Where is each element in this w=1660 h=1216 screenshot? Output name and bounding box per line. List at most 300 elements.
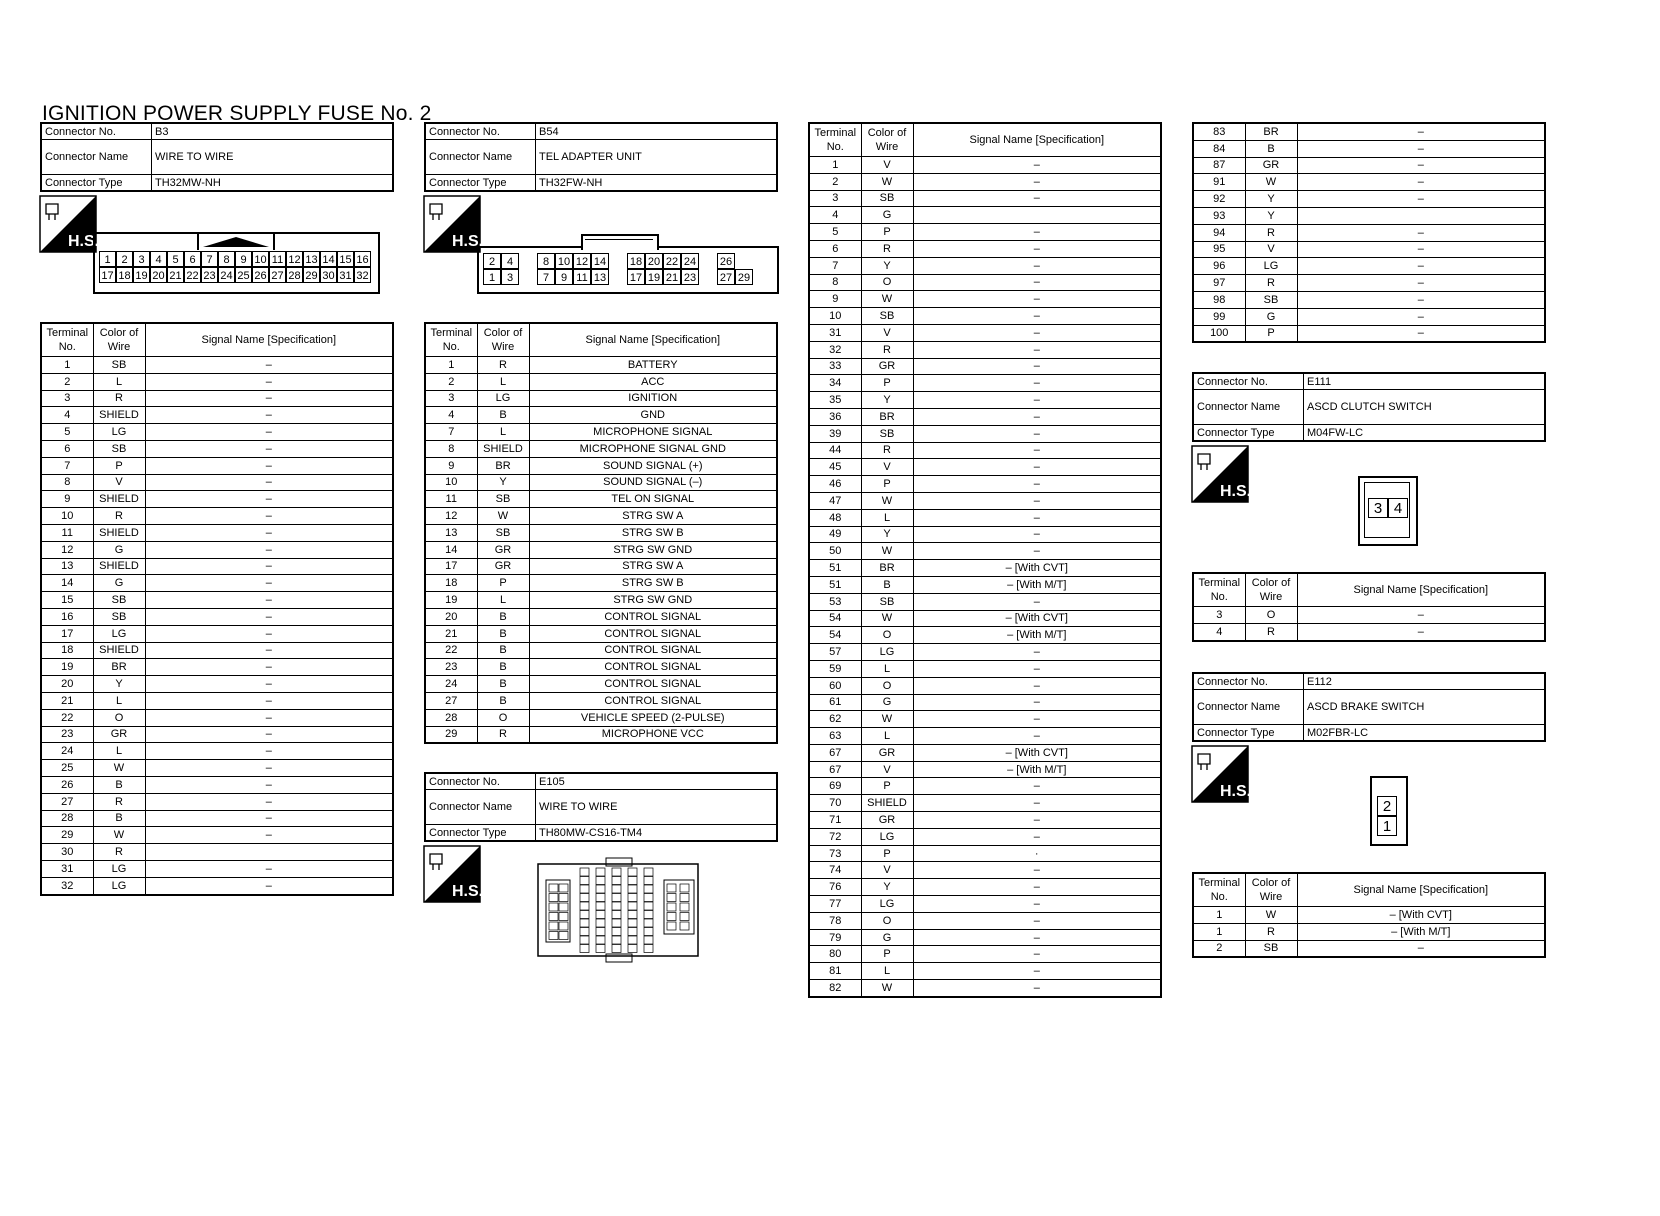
table-row — [425, 407, 777, 424]
table-row — [425, 726, 777, 743]
table-row — [425, 642, 777, 659]
table-row — [41, 592, 393, 609]
signal-name-cell: – — [145, 827, 393, 844]
label-connector-no: Connector No. — [1193, 373, 1304, 390]
pin-cell: 4 — [501, 253, 519, 269]
table-row — [809, 509, 1161, 526]
table-row — [425, 659, 777, 676]
signal-name-cell: STRG SW A — [529, 508, 777, 525]
terminal-no-cell: 3 — [425, 390, 477, 407]
pin-cell — [596, 911, 605, 919]
signal-name-cell: CONTROL SIGNAL — [529, 642, 777, 659]
wire-color-cell: SHIELD — [477, 440, 529, 457]
terminal-no-cell: 8 — [41, 474, 93, 491]
pin-cell — [628, 902, 637, 910]
table-row — [809, 207, 1161, 224]
pin-cell: 12 — [573, 253, 591, 269]
wire-color-cell: L — [861, 963, 913, 980]
wire-color-cell: LG — [861, 644, 913, 661]
signal-name-cell: MICROPHONE SIGNAL GND — [529, 440, 777, 457]
wire-color-cell: G — [861, 929, 913, 946]
pin-cell — [549, 894, 558, 902]
pin-cell — [559, 884, 568, 892]
signal-name-cell: – — [1297, 140, 1545, 157]
pin-cell — [549, 903, 558, 911]
pin-cell: 2 — [116, 251, 133, 267]
signal-name-cell: – — [913, 392, 1161, 409]
table-row — [809, 828, 1161, 845]
table-row — [425, 457, 777, 474]
wire-color-cell: L — [861, 660, 913, 677]
svg-text:H.S.: H.S. — [452, 883, 484, 900]
wire-color-cell: B — [93, 776, 145, 793]
table-row — [425, 608, 777, 625]
label-connector-no: Connector No. — [425, 123, 536, 140]
table-row — [1193, 607, 1545, 624]
signal-name-cell: – — [1297, 607, 1545, 624]
e111-connector-name: ASCD CLUTCH SWITCH — [1304, 390, 1546, 425]
header-signal-name: Signal Name [Specification] — [1297, 873, 1545, 907]
table-row — [809, 459, 1161, 476]
table-row — [1193, 325, 1545, 342]
signal-name-cell: CONTROL SIGNAL — [529, 676, 777, 693]
wire-color-cell: L — [93, 373, 145, 390]
wire-color-cell: SB — [861, 425, 913, 442]
pin-cell — [644, 919, 653, 927]
table-row — [1193, 907, 1545, 924]
pin-cell — [559, 922, 568, 930]
wire-color-cell: P — [861, 375, 913, 392]
pin-cell — [612, 877, 621, 885]
e112-connector-type: M02FBR-LC — [1304, 725, 1546, 742]
wire-color-cell: SHIELD — [93, 407, 145, 424]
table-row — [809, 173, 1161, 190]
table-row — [425, 440, 777, 457]
table-row — [41, 642, 393, 659]
e105-connector-name: WIRE TO WIRE — [536, 790, 778, 825]
table-row — [809, 610, 1161, 627]
pin-cell — [612, 885, 621, 893]
wire-color-cell: SHIELD — [93, 558, 145, 575]
terminal-no-cell: 3 — [41, 390, 93, 407]
pin-cell: 7 — [537, 269, 555, 285]
b54-info-table — [424, 122, 778, 192]
pin-cell: 12 — [286, 251, 303, 267]
wire-color-cell: Y — [861, 257, 913, 274]
wire-color-cell: O — [93, 709, 145, 726]
terminal-no-cell: 80 — [809, 946, 861, 963]
table-row — [41, 810, 393, 827]
pin-cell — [596, 928, 605, 936]
header-color-of-wire: Color of Wire — [93, 323, 145, 357]
b54-connector-no: B54 — [536, 123, 778, 140]
terminal-no-cell: 16 — [41, 608, 93, 625]
terminal-no-cell: 35 — [809, 392, 861, 409]
pin-cell: 4 — [1388, 498, 1408, 518]
signal-name-cell: – — [913, 912, 1161, 929]
table-row — [425, 357, 777, 374]
wire-color-cell: SB — [861, 593, 913, 610]
wire-color-cell: SB — [861, 190, 913, 207]
terminal-no-cell: 95 — [1193, 241, 1245, 258]
pin-cell — [680, 884, 689, 892]
header-color-of-wire: Color of Wire — [1245, 873, 1297, 907]
table-row — [809, 812, 1161, 829]
wire-color-cell: V — [93, 474, 145, 491]
table-row — [41, 357, 393, 374]
terminal-no-cell: 28 — [41, 810, 93, 827]
pin-cell — [580, 945, 589, 953]
terminal-no-cell: 100 — [1193, 325, 1245, 342]
b3-pin-table — [40, 322, 394, 896]
pin-cell — [644, 894, 653, 902]
signal-name-cell: MICROPHONE VCC — [529, 726, 777, 743]
e105-pin-table — [808, 122, 1162, 998]
terminal-no-cell: 10 — [809, 308, 861, 325]
table-row — [809, 896, 1161, 913]
table-row — [809, 862, 1161, 879]
signal-name-cell: – — [913, 963, 1161, 980]
signal-name-cell: CONTROL SIGNAL — [529, 659, 777, 676]
wire-color-cell: R — [1245, 923, 1297, 940]
terminal-no-cell: 4 — [425, 407, 477, 424]
signal-name-cell: STRG SW A — [529, 558, 777, 575]
b3-info-table — [40, 122, 394, 192]
svg-text:H.S.: H.S. — [1220, 783, 1252, 800]
signal-name-cell: – — [1297, 191, 1545, 208]
table-row — [1193, 291, 1545, 308]
pin-cell: 25 — [235, 267, 252, 283]
signal-name-cell: ACC — [529, 373, 777, 390]
wire-color-cell: SB — [93, 592, 145, 609]
table-row — [809, 224, 1161, 241]
terminal-no-cell: 24 — [41, 743, 93, 760]
wire-color-cell: L — [93, 743, 145, 760]
e111-pin-grid — [1368, 498, 1408, 518]
terminal-no-cell: 93 — [1193, 207, 1245, 224]
signal-name-cell: CONTROL SIGNAL — [529, 692, 777, 709]
signal-name-cell: SOUND SIGNAL (+) — [529, 457, 777, 474]
table-row — [41, 575, 393, 592]
pin-cell: 11 — [269, 251, 286, 267]
pin-cell — [612, 902, 621, 910]
wire-color-cell: W — [861, 492, 913, 509]
wire-color-cell: L — [861, 509, 913, 526]
terminal-no-cell: 20 — [41, 676, 93, 693]
terminal-no-cell: 84 — [1193, 140, 1245, 157]
signal-name-cell: – — [145, 390, 393, 407]
pin-cell — [596, 919, 605, 927]
terminal-no-cell: 62 — [809, 711, 861, 728]
pin-cell — [596, 885, 605, 893]
signal-name-cell: – — [913, 711, 1161, 728]
wire-color-cell: W — [861, 610, 913, 627]
wire-color-cell: W — [861, 543, 913, 560]
terminal-no-cell: 1 — [425, 357, 477, 374]
signal-name-cell: – — [145, 424, 393, 441]
signal-name-cell: – — [913, 408, 1161, 425]
label-connector-type: Connector Type — [425, 175, 536, 192]
pin-cell: 18 — [627, 253, 645, 269]
terminal-no-cell: 8 — [809, 274, 861, 291]
terminal-no-cell: 2 — [809, 173, 861, 190]
signal-name-cell: – — [913, 543, 1161, 560]
terminal-no-cell: 51 — [809, 560, 861, 577]
pin-cell: 13 — [591, 269, 609, 285]
table-row — [809, 308, 1161, 325]
table-row — [1193, 923, 1545, 940]
table-row — [809, 879, 1161, 896]
pin-cell — [628, 945, 637, 953]
signal-name-cell: – — [145, 508, 393, 525]
table-row — [809, 543, 1161, 560]
signal-name-cell: – [With M/T] — [913, 576, 1161, 593]
pin-cell: 6 — [184, 251, 201, 267]
wire-color-cell: L — [93, 692, 145, 709]
signal-name-cell: – — [913, 929, 1161, 946]
table-row — [41, 440, 393, 457]
signal-name-cell — [145, 844, 393, 861]
pin-cell — [680, 913, 689, 921]
table-row — [809, 492, 1161, 509]
e105-info-table — [424, 772, 778, 842]
wire-color-cell: BR — [477, 457, 529, 474]
table-row — [809, 392, 1161, 409]
wire-color-cell: G — [861, 694, 913, 711]
b3-connector-type: TH32MW-NH — [152, 175, 394, 192]
table-row — [425, 524, 777, 541]
terminal-no-cell: 76 — [809, 879, 861, 896]
e111-connector-type: M04FW-LC — [1304, 425, 1546, 442]
terminal-no-cell: 8 — [425, 440, 477, 457]
table-row — [41, 541, 393, 558]
table-row — [41, 676, 393, 693]
pin-cell — [612, 919, 621, 927]
label-connector-name: Connector Name — [425, 140, 536, 175]
wire-color-cell: O — [1245, 607, 1297, 624]
terminal-no-cell: 99 — [1193, 308, 1245, 325]
table-row — [809, 560, 1161, 577]
pin-cell — [596, 902, 605, 910]
terminal-no-cell: 1 — [1193, 907, 1245, 924]
terminal-no-cell: 73 — [809, 845, 861, 862]
header-signal-name: Signal Name [Specification] — [145, 323, 393, 357]
terminal-no-cell: 13 — [41, 558, 93, 575]
signal-name-cell: STRG SW B — [529, 575, 777, 592]
signal-name-cell: – — [145, 776, 393, 793]
pin-cell: 21 — [663, 269, 681, 285]
pin-cell — [612, 911, 621, 919]
wire-color-cell: BR — [93, 659, 145, 676]
terminal-no-cell: 44 — [809, 442, 861, 459]
pin-cell — [628, 928, 637, 936]
terminal-no-cell: 54 — [809, 627, 861, 644]
wire-color-cell: W — [861, 711, 913, 728]
terminal-no-cell: 49 — [809, 526, 861, 543]
wire-color-cell: V — [861, 862, 913, 879]
terminal-no-cell: 30 — [41, 844, 93, 861]
wire-color-cell: P — [861, 845, 913, 862]
pin-cell: 7 — [201, 251, 218, 267]
terminal-no-cell: 14 — [41, 575, 93, 592]
wire-color-cell: GR — [477, 558, 529, 575]
pin-cell: 15 — [337, 251, 354, 267]
pin-cell — [644, 936, 653, 944]
wire-color-cell: R — [861, 341, 913, 358]
connector-latch — [581, 234, 659, 250]
terminal-no-cell: 34 — [809, 375, 861, 392]
e111-connector-face — [1358, 476, 1418, 546]
wire-color-cell: R — [1245, 275, 1297, 292]
terminal-no-cell: 48 — [809, 509, 861, 526]
signal-name-cell: – — [913, 459, 1161, 476]
pin-cell: 13 — [303, 251, 320, 267]
pin-cell — [596, 945, 605, 953]
pin-cell — [596, 868, 605, 876]
pin-cell: 27 — [269, 267, 286, 283]
e105-connector-face — [536, 858, 700, 962]
pin-cell: 20 — [150, 267, 167, 283]
signal-name-cell: – — [913, 593, 1161, 610]
table-row — [41, 726, 393, 743]
terminal-no-cell: 17 — [41, 625, 93, 642]
table-row — [809, 946, 1161, 963]
pin-cell — [628, 868, 637, 876]
terminal-no-cell: 45 — [809, 459, 861, 476]
signal-name-cell: – [With CVT] — [913, 560, 1161, 577]
table-row — [809, 912, 1161, 929]
signal-name-cell: CONTROL SIGNAL — [529, 625, 777, 642]
table-row — [809, 744, 1161, 761]
table-row — [809, 324, 1161, 341]
signal-name-cell: – — [145, 608, 393, 625]
harness-side-icon — [424, 196, 484, 252]
table-row — [809, 576, 1161, 593]
harness-side-icon — [1192, 746, 1252, 802]
pin-cell — [644, 902, 653, 910]
pin-cell: 10 — [555, 253, 573, 269]
harness-side-icon — [1192, 446, 1252, 502]
b54-pin-grid — [483, 253, 753, 285]
terminal-no-cell: 15 — [41, 592, 93, 609]
label-connector-name: Connector Name — [1193, 690, 1304, 725]
header-terminal-no: Terminal No. — [1193, 873, 1245, 907]
wire-color-cell: G — [861, 207, 913, 224]
table-row — [425, 424, 777, 441]
terminal-no-cell: 7 — [809, 257, 861, 274]
e112-connector-no: E112 — [1304, 673, 1546, 690]
label-connector-no: Connector No. — [425, 773, 536, 790]
terminal-no-cell: 79 — [809, 929, 861, 946]
wire-color-cell: Y — [1245, 207, 1297, 224]
signal-name-cell: – — [913, 274, 1161, 291]
wire-color-cell: Y — [477, 474, 529, 491]
pin-cell: 26 — [717, 253, 735, 269]
b54-pin-table — [424, 322, 778, 744]
table-row — [425, 625, 777, 642]
signal-name-cell: – — [913, 442, 1161, 459]
wire-color-cell: R — [93, 390, 145, 407]
wire-color-cell: W — [477, 508, 529, 525]
table-row — [809, 845, 1161, 862]
b3-pin-grid — [99, 251, 371, 283]
terminal-no-cell: 33 — [809, 358, 861, 375]
pin-cell — [559, 894, 568, 902]
signal-name-cell: – — [1297, 325, 1545, 342]
signal-name-cell: – — [145, 457, 393, 474]
pin-cell — [644, 945, 653, 953]
wire-color-cell: B — [477, 659, 529, 676]
signal-name-cell: – — [913, 308, 1161, 325]
signal-name-cell: – — [145, 440, 393, 457]
wire-color-cell: GR — [861, 812, 913, 829]
e112-pin-grid — [1377, 796, 1397, 836]
terminal-no-cell: 29 — [41, 827, 93, 844]
signal-name-cell: – — [913, 526, 1161, 543]
table-row — [1193, 241, 1545, 258]
terminal-no-cell: 4 — [41, 407, 93, 424]
signal-name-cell: – [With CVT] — [913, 744, 1161, 761]
wire-color-cell: LG — [93, 860, 145, 877]
pin-cell — [580, 868, 589, 876]
pin-cell: 23 — [681, 269, 699, 285]
signal-name-cell: TEL ON SIGNAL — [529, 491, 777, 508]
table-row — [809, 963, 1161, 980]
signal-name-cell: – — [913, 828, 1161, 845]
pin-cell: 1 — [99, 251, 116, 267]
signal-name-cell: GND — [529, 407, 777, 424]
wire-color-cell: LG — [1245, 258, 1297, 275]
wire-color-cell: P — [861, 476, 913, 493]
pin-cell — [580, 928, 589, 936]
pin-cell: 30 — [320, 267, 337, 283]
blank-pin-cell — [735, 253, 753, 269]
label-connector-type: Connector Type — [1193, 725, 1304, 742]
table-row — [41, 491, 393, 508]
signal-name-cell: – — [145, 625, 393, 642]
signal-name-cell: – — [913, 476, 1161, 493]
label-connector-name: Connector Name — [1193, 390, 1304, 425]
wire-color-cell: V — [861, 459, 913, 476]
pin-cell — [612, 868, 621, 876]
pin-cell: 3 — [1368, 498, 1388, 518]
terminal-no-cell: 1 — [1193, 923, 1245, 940]
wire-color-cell: O — [861, 912, 913, 929]
blank-pin-cell — [519, 269, 537, 285]
terminal-no-cell: 4 — [809, 207, 861, 224]
signal-name-cell: – — [913, 778, 1161, 795]
table-row — [41, 692, 393, 709]
pin-cell: 4 — [150, 251, 167, 267]
terminal-no-cell: 77 — [809, 896, 861, 913]
terminal-no-cell: 12 — [425, 508, 477, 525]
table-row — [425, 491, 777, 508]
wire-color-cell: W — [1245, 174, 1297, 191]
svg-text:H.S.: H.S. — [1220, 483, 1252, 500]
pin-cell: 2 — [483, 253, 501, 269]
e105-connector-no: E105 — [536, 773, 778, 790]
terminal-no-cell: 96 — [1193, 258, 1245, 275]
pin-cell: 18 — [116, 267, 133, 283]
terminal-no-cell: 70 — [809, 795, 861, 812]
pin-cell — [667, 884, 676, 892]
terminal-no-cell: 7 — [425, 424, 477, 441]
signal-name-cell: MICROPHONE SIGNAL — [529, 424, 777, 441]
signal-name-cell: – — [1297, 623, 1545, 640]
signal-name-cell: – — [145, 592, 393, 609]
harness-side-icon — [40, 196, 100, 252]
pin-cell: 32 — [354, 267, 371, 283]
